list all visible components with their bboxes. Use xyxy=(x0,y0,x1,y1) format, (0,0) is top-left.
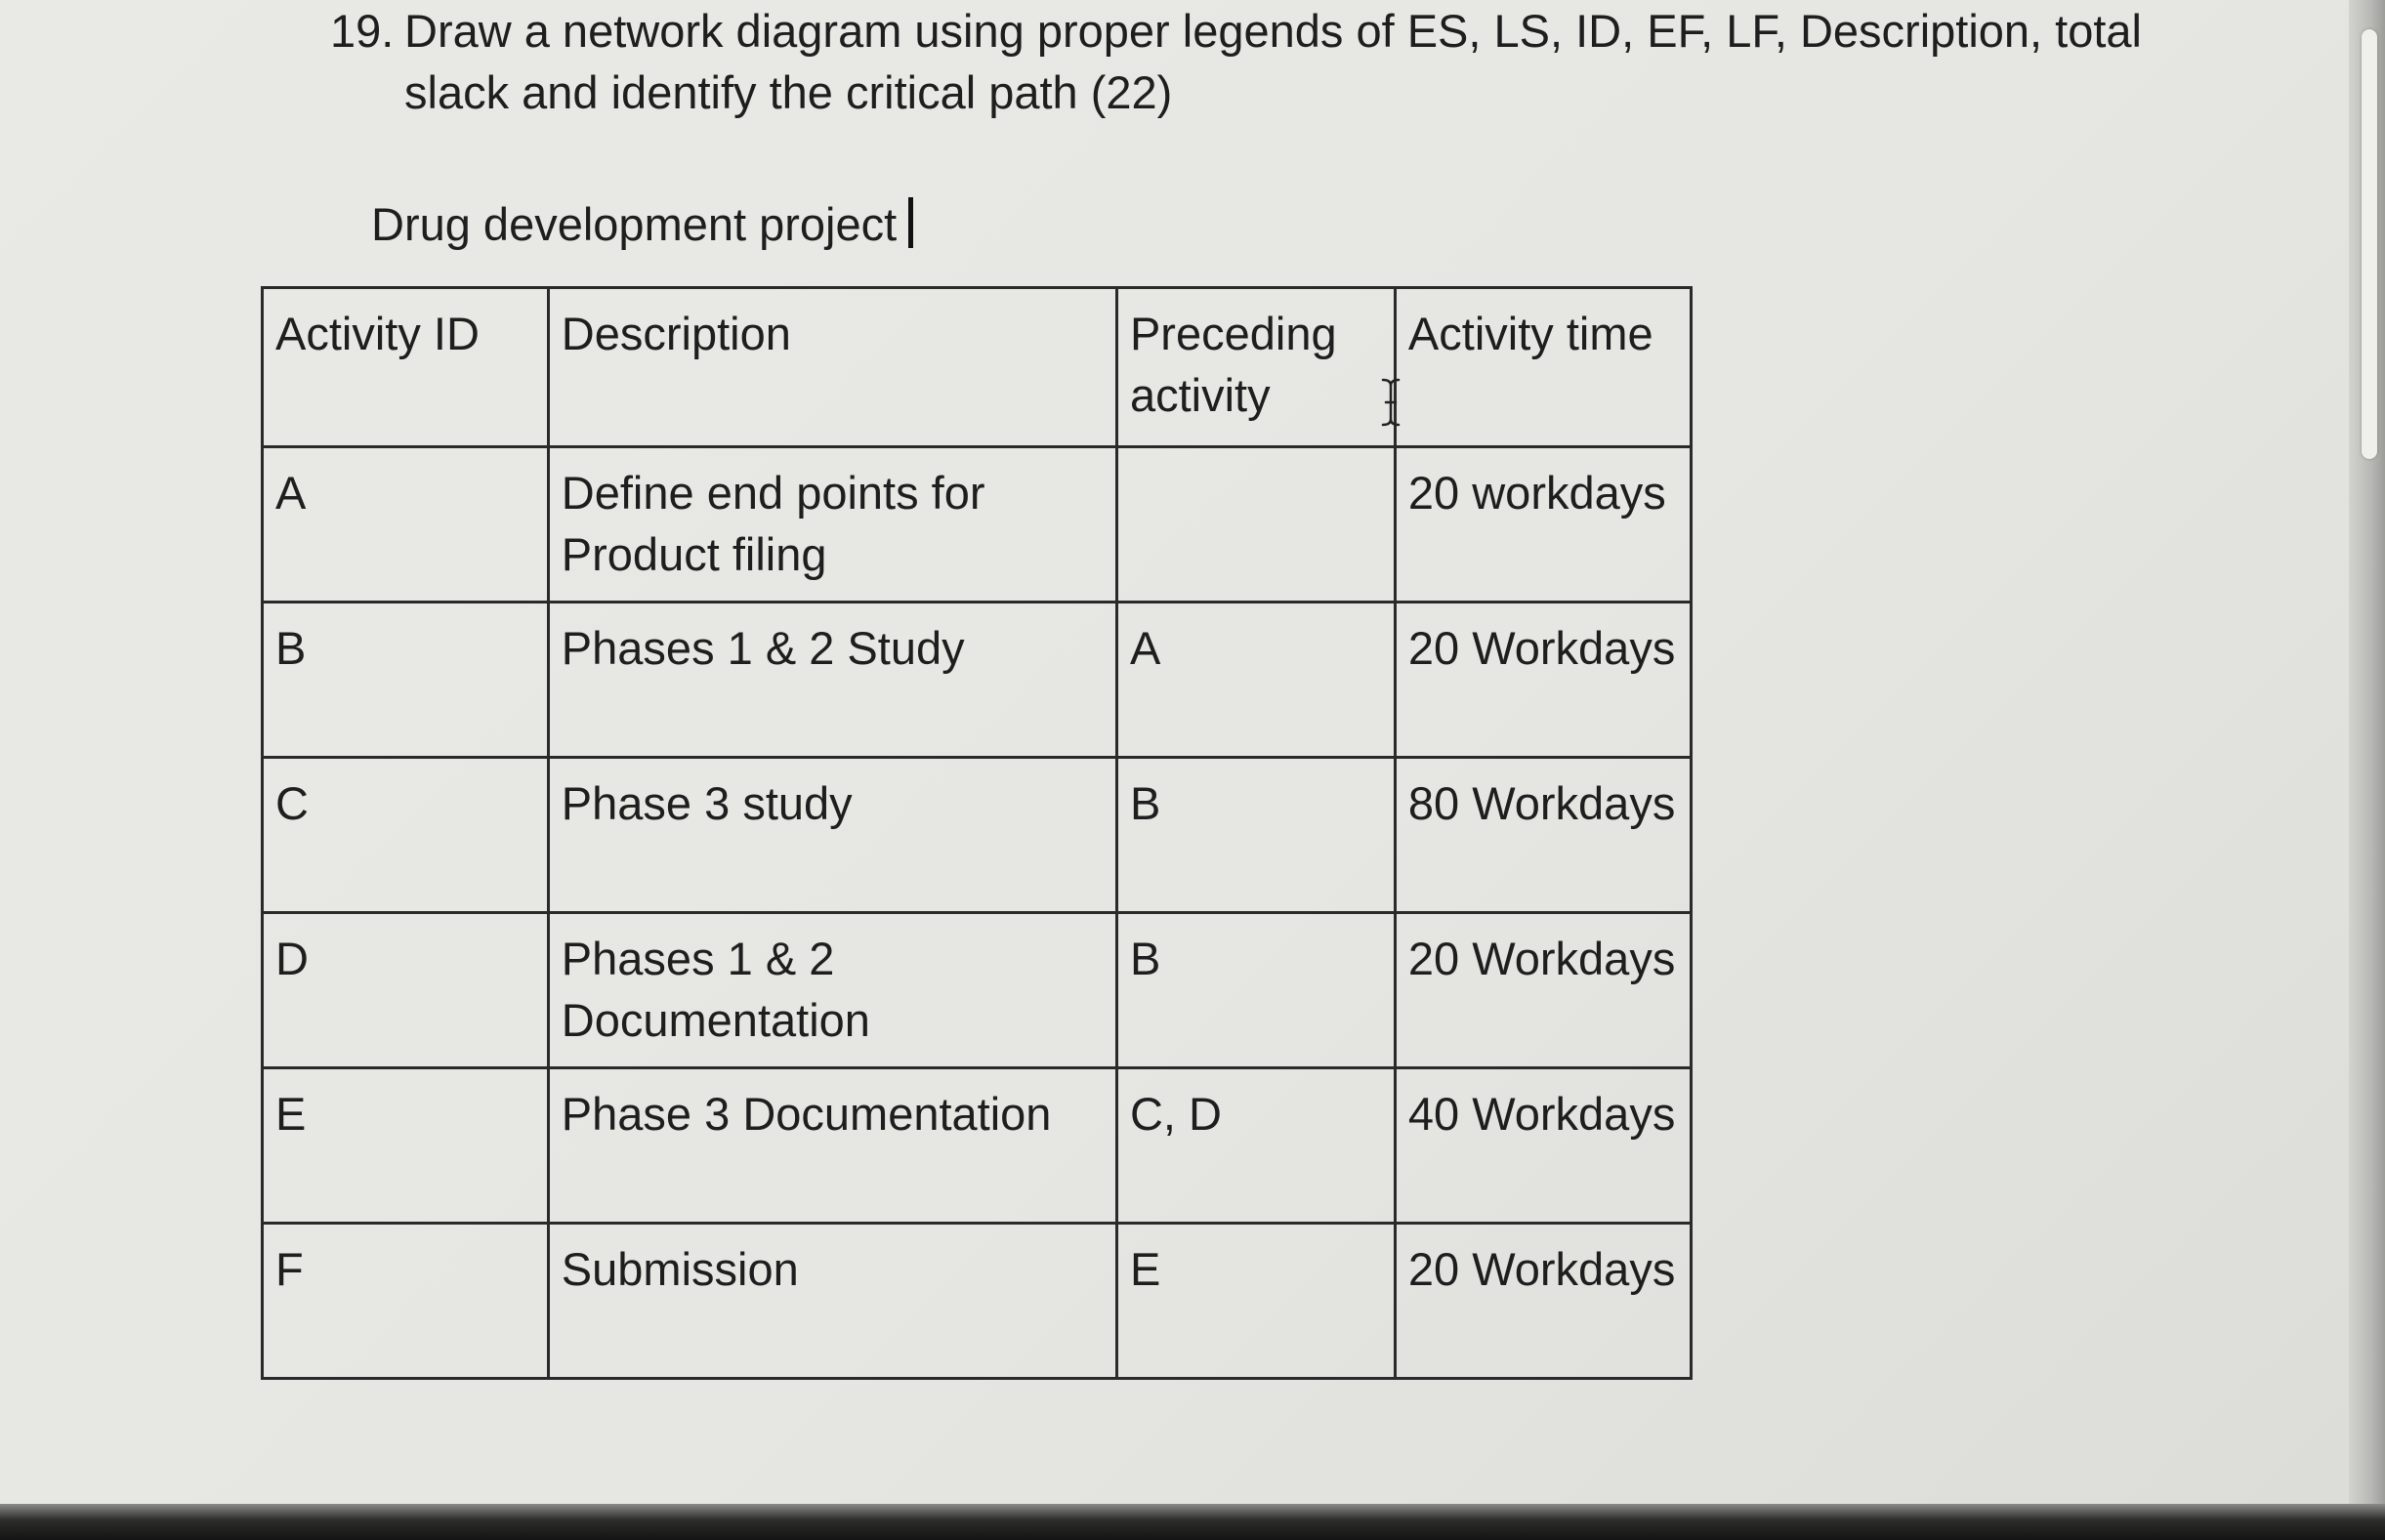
cell-activity-id[interactable]: F xyxy=(263,1224,549,1379)
question-body: Draw a network diagram using proper legends of ES, LS, ID, EF, LF, Description, total slack and identify the critical path (22) xyxy=(404,5,2143,118)
cell-activity-id[interactable]: D xyxy=(263,913,549,1068)
cell-preceding[interactable] xyxy=(1116,447,1395,603)
table-row xyxy=(263,1224,1692,1379)
cell-description[interactable]: Phase 3 study xyxy=(548,758,1116,913)
monitor-bezel-bottom xyxy=(0,1504,2385,1540)
cell-activity-id[interactable]: C xyxy=(263,758,549,913)
activity-table[interactable] xyxy=(261,286,1693,1380)
table-row xyxy=(263,758,1692,913)
cell-activity-id[interactable]: B xyxy=(263,603,549,758)
header-activity-id[interactable]: Activity ID xyxy=(263,288,549,447)
cell-activity-time[interactable]: 20 Workdays xyxy=(1395,1224,1691,1379)
table-header-row xyxy=(263,288,1692,447)
cell-activity-time[interactable]: 20 Workdays xyxy=(1395,913,1691,1068)
cell-activity-time[interactable]: 20 workdays xyxy=(1395,447,1691,603)
header-preceding-activity[interactable]: Preceding activity xyxy=(1116,288,1395,447)
question-number: 19. xyxy=(330,5,395,57)
table-row xyxy=(263,603,1692,758)
cell-activity-time[interactable]: 40 Workdays xyxy=(1395,1068,1691,1224)
document-title-text: Drug development project xyxy=(371,198,898,250)
header-description[interactable]: Description xyxy=(548,288,1116,447)
cell-activity-id[interactable]: A xyxy=(263,447,549,603)
header-activity-time[interactable]: Activity time xyxy=(1395,288,1691,447)
question-text xyxy=(330,0,2186,123)
text-ibeam-cursor-icon xyxy=(1379,378,1402,427)
cell-description[interactable]: Submission xyxy=(548,1224,1116,1379)
scrollbar-thumb[interactable] xyxy=(2362,29,2377,459)
cell-description[interactable]: Phase 3 Documentation xyxy=(548,1068,1116,1224)
cell-preceding[interactable]: A xyxy=(1116,603,1395,758)
cell-preceding[interactable]: E xyxy=(1116,1224,1395,1379)
table-row xyxy=(263,1068,1692,1224)
table-row xyxy=(263,447,1692,603)
cell-preceding[interactable]: B xyxy=(1116,913,1395,1068)
cell-activity-time[interactable]: 80 Workdays xyxy=(1395,758,1691,913)
text-caret xyxy=(908,197,913,248)
cell-description[interactable]: Define end points for Product filing xyxy=(548,447,1116,603)
cell-description[interactable]: Phases 1 & 2 Study xyxy=(548,603,1116,758)
cell-preceding[interactable]: B xyxy=(1116,758,1395,913)
cell-description[interactable]: Phases 1 & 2 Documentation xyxy=(548,913,1116,1068)
table-row xyxy=(263,913,1692,1068)
cell-activity-id[interactable]: E xyxy=(263,1068,549,1224)
document-title[interactable] xyxy=(371,195,913,254)
cell-activity-time[interactable]: 20 Workdays xyxy=(1395,603,1691,758)
cell-preceding[interactable]: C, D xyxy=(1116,1068,1395,1224)
